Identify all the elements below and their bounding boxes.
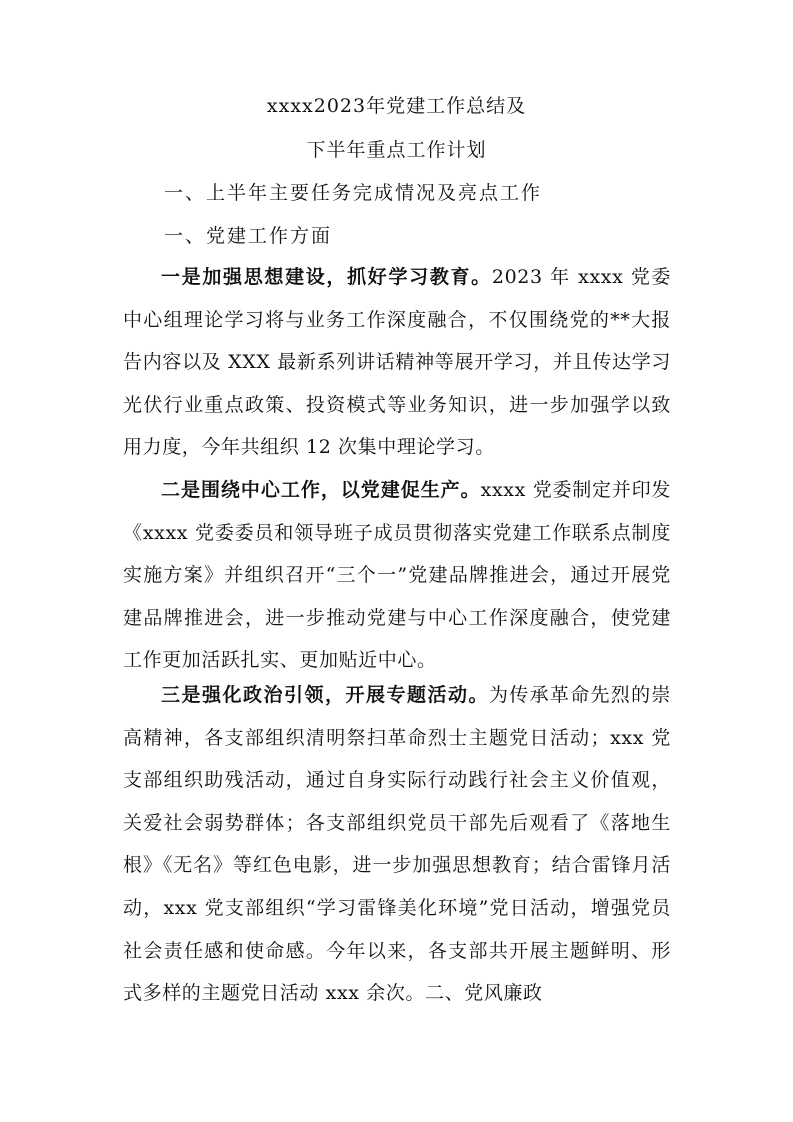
- paragraph-study-education: [123, 256, 671, 469]
- paragraph-body: xxxx 党委制定并印发《xxxx 党委委员和领导班子成员贯彻落实党建工作联系点制度实施方案》并组织召开“三个一”党建品牌推进会，通过开展党建品牌推进会，进一步推动党建与中心工作深度融合，使党建工作更加活跃扎实、更加贴近中心。: [123, 479, 671, 672]
- paragraph-body: 2023 年 xxxx 党委中心组理论学习将与业务工作深度融合，不仅围绕党的**大报告内容以及 XXX 最新系列讲话精神等展开学习，并且传达学习光伏行业重点政策、投资模式等业务知识，进一步加强学以致用力度，今年共组织 12 次集中理论学习。: [123, 266, 672, 459]
- paragraph-body: 为传承革命先烈的崇高精神，各支部组织清明祭扫革命烈士主题党日活动；xxx 党支部组织助残活动，通过自身实际行动践行社会主义价值观，关爱社会弱势群体；各支部组织党员干部先后观看了《落地生根》《无名》等红色电影，进一步加强思想教育；结合雷锋月活动，xxx 党支部组织“学习雷锋美化环境”党日活动，增强党员社会责任感和使命感。今年以来，各支部共开展主题鲜明、形式多样的主题党日活动 xxx 余次。二、党风廉政: [123, 684, 671, 1005]
- section-heading: 一、上半年主要任务完成情况及亮点工作: [164, 182, 543, 204]
- subsection-heading: 一、党建工作方面: [164, 225, 333, 247]
- paragraph-political-guidance: [123, 674, 671, 1015]
- document-title-line-2: 下半年重点工作计划: [306, 139, 487, 161]
- paragraph-lead: 二是围绕中心工作，以党建促生产。: [161, 479, 481, 501]
- document-title-line-1: xxxx2023年党建工作总结及: [266, 95, 527, 117]
- paragraph-lead: 三是强化政治引领，开展专题活动。: [161, 684, 489, 706]
- paragraph-central-work: [123, 469, 671, 682]
- paragraph-lead: 一是加强思想建设，抓好学习教育。: [161, 266, 492, 288]
